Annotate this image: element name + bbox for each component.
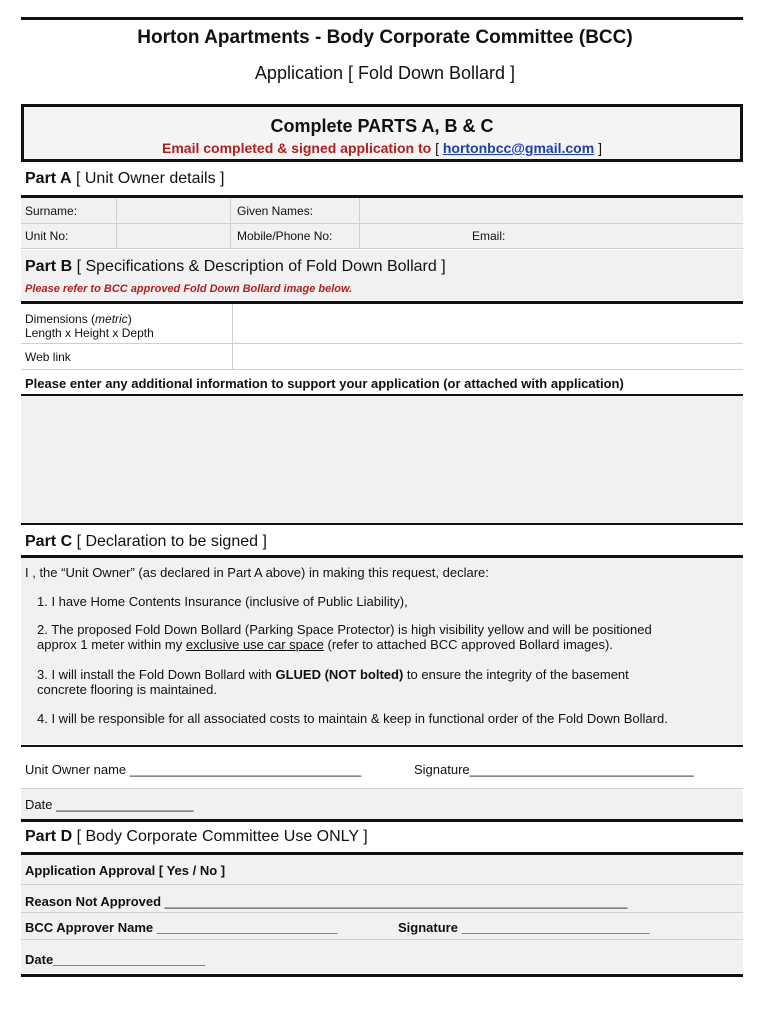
additional-info-field[interactable] <box>21 396 743 523</box>
part-c-label: Part C <box>25 533 73 550</box>
instructions-heading: Complete PARTS A, B & C <box>270 116 494 136</box>
part-d-heading <box>25 828 368 846</box>
approver-name-field[interactable]: BCC Approver Name _________________________ <box>25 920 338 935</box>
approval-field[interactable]: Application Approval [ Yes / No ] <box>25 863 226 878</box>
given-names-label: Given Names: <box>237 204 314 218</box>
email-label: Email: <box>472 229 506 243</box>
part-b-label: Part B <box>25 258 73 275</box>
email-prefix: Email completed & signed application to <box>162 140 432 156</box>
surname-field[interactable] <box>117 199 230 223</box>
approver-signature-field[interactable]: Signature __________________________ <box>398 920 650 935</box>
part-d-title: [ Body Corporate Committee Use ONLY ] <box>76 828 368 845</box>
unit-no-field[interactable] <box>117 224 230 248</box>
part-a-heading <box>25 170 224 188</box>
reason-not-approved-field[interactable]: Reason Not Approved ________________________________________________________________ <box>25 894 628 909</box>
declaration-item-3: 3. I will install the Fold Down Bollard with GLUED (NOT bolted) to ensure the integrity of the basement concrete flooring is maintained. <box>37 667 629 697</box>
part-a-label: Part A <box>25 170 72 187</box>
unit-no-label: Unit No: <box>25 229 69 243</box>
given-names-field[interactable] <box>360 199 743 223</box>
dimensions-field[interactable] <box>233 304 743 342</box>
owner-signature-field[interactable]: Signature_______________________________ <box>414 762 694 777</box>
mobile-label: Mobile/Phone No: <box>237 229 333 243</box>
bottom-rule <box>21 974 743 977</box>
email-link[interactable]: hortonbcc@gmail.com <box>442 140 595 156</box>
mobile-field[interactable] <box>360 224 470 248</box>
email-field[interactable] <box>515 224 743 248</box>
declaration-item-1: 1. I have Home Contents Insurance (inclusive of Public Liability), <box>37 594 408 609</box>
part-a-bottom-line <box>21 248 743 249</box>
part-c-title: [ Declaration to be signed ] <box>76 533 267 550</box>
instructions-box <box>21 104 743 162</box>
instructions-email-line <box>24 140 740 156</box>
bracket-close: ] <box>598 140 602 156</box>
declaration-intro: I , the “Unit Owner” (as declared in Part A above) in making this request, declare: <box>25 565 489 580</box>
declaration-item-4: 4. I will be responsible for all associated costs to maintain & keep in functional order of the Fold Down Bollard. <box>37 711 668 726</box>
part-b-title: [ Specifications & Description of Fold Down Bollard ] <box>76 258 446 275</box>
bracket-open: [ <box>435 140 439 156</box>
approval-date-field[interactable]: Date_____________________ <box>25 952 206 967</box>
web-link-field[interactable] <box>233 344 743 369</box>
top-rule <box>21 17 743 20</box>
web-link-label: Web link <box>25 350 71 364</box>
part-d-label: Part D <box>25 828 73 845</box>
part-b-note: Please refer to BCC approved Fold Down Bollard image below. <box>25 283 353 295</box>
surname-label: Surname: <box>25 204 78 218</box>
part-b-heading <box>25 258 446 276</box>
document-title: Horton Apartments - Body Corporate Committee (BCC) <box>137 27 633 48</box>
additional-info-label: Please enter any additional information to support your application (or attached with application) <box>25 376 624 391</box>
owner-name-field[interactable]: Unit Owner name ________________________________ <box>25 762 362 777</box>
document-subtitle: Application [ Fold Down Bollard ] <box>254 63 516 83</box>
part-c-heading <box>25 533 267 551</box>
owner-date-field[interactable]: Date ___________________ <box>25 797 194 812</box>
part-a-title: [ Unit Owner details ] <box>75 170 225 187</box>
dimensions-label: Dimensions (metric) Length x Height x Depth <box>25 312 154 340</box>
declaration-item-2: 2. The proposed Fold Down Bollard (Parking Space Protector) is high visibility yellow and will be positioned approx 1 meter within my exclusive use car space (refer to attached BCC approved Bollard images). <box>37 622 652 652</box>
